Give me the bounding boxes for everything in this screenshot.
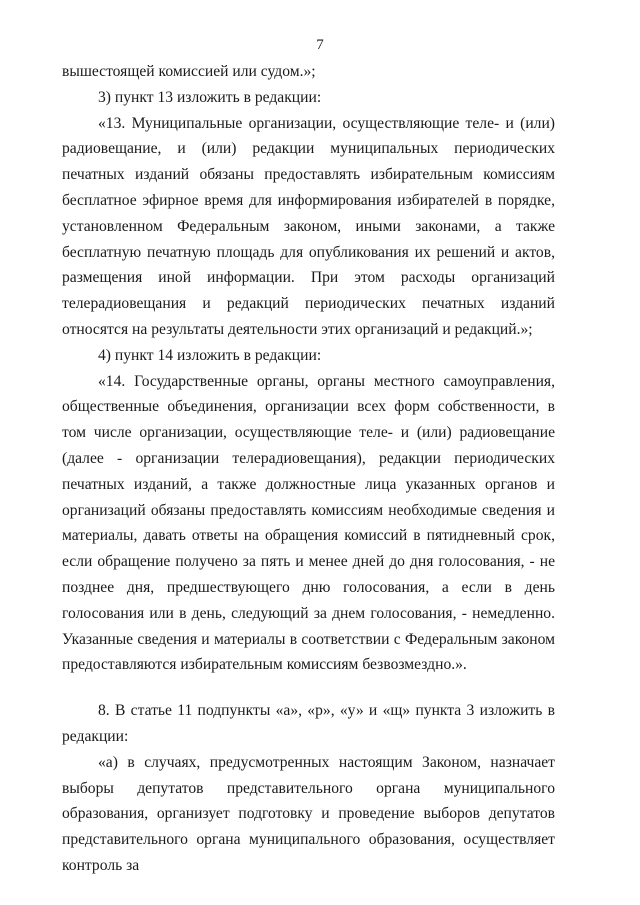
paragraph-quote-13: «13. Муниципальные организации, осуществляющие теле- и (или) радиовещание, и (или) редакции муниципальных периодических печатных изданий обязаны предоставлять избирательным комиссиям бесплатное эфирное время для информирования избирателей в порядке, установленном Федеральным законом, иными законами, а также бесплатную печатную площадь для опубликования их решений и актов, размещения иной информации. При этом расходы организаций телерадиовещания и редакций периодических печатных изданий относятся на результаты деятельности этих организаций и редакций.»; [62, 114, 555, 338]
paragraph-item-4: 4) пункт 14 изложить в редакции: [98, 346, 322, 364]
paragraph-subitem-a: «а) в случаях, предусмотренных настоящим Законом, назначает выборы депутатов представительного органа муниципального образования, организует подготовку и проведение выборов депутатов представительного органа муниципального образования, осуществляет контроль за [62, 753, 555, 874]
page-number: 7 [316, 37, 324, 53]
paragraph-quote-14: «14. Государственные органы, органы местного самоуправления, общественные объединения, организации всех форм собственности, в том числе организации, осуществляющие теле- и (или) радиовещание (далее - организации телерадиовещания), редакции периодических печатных изданий, а также должностные лица указанных органов и организаций обязаны предоставлять комиссиям необходимые сведения и материалы, давать ответы на обращения комиссий в пятидневный срок, если обращение получено за пять и менее дней до дня голосования, - не позднее дня, предшествующего дню голосования, а если в день голосования или в день, следующий за днем голосования, - немедленно. Указанные сведения и материалы в соответствии с Федеральным законом предоставляются избирательным комиссиям безвозмездно.». [62, 372, 555, 674]
document-body [62, 59, 555, 879]
paragraph-section-8: 8. В статье 11 подпункты «а», «р», «у» и «щ» пункта 3 изложить в редакции: [62, 702, 555, 745]
paragraph-continuation: вышестоящей комиссией или судом.»; [62, 63, 316, 80]
paragraph-item-3: 3) пункт 13 изложить в редакции: [98, 88, 322, 106]
